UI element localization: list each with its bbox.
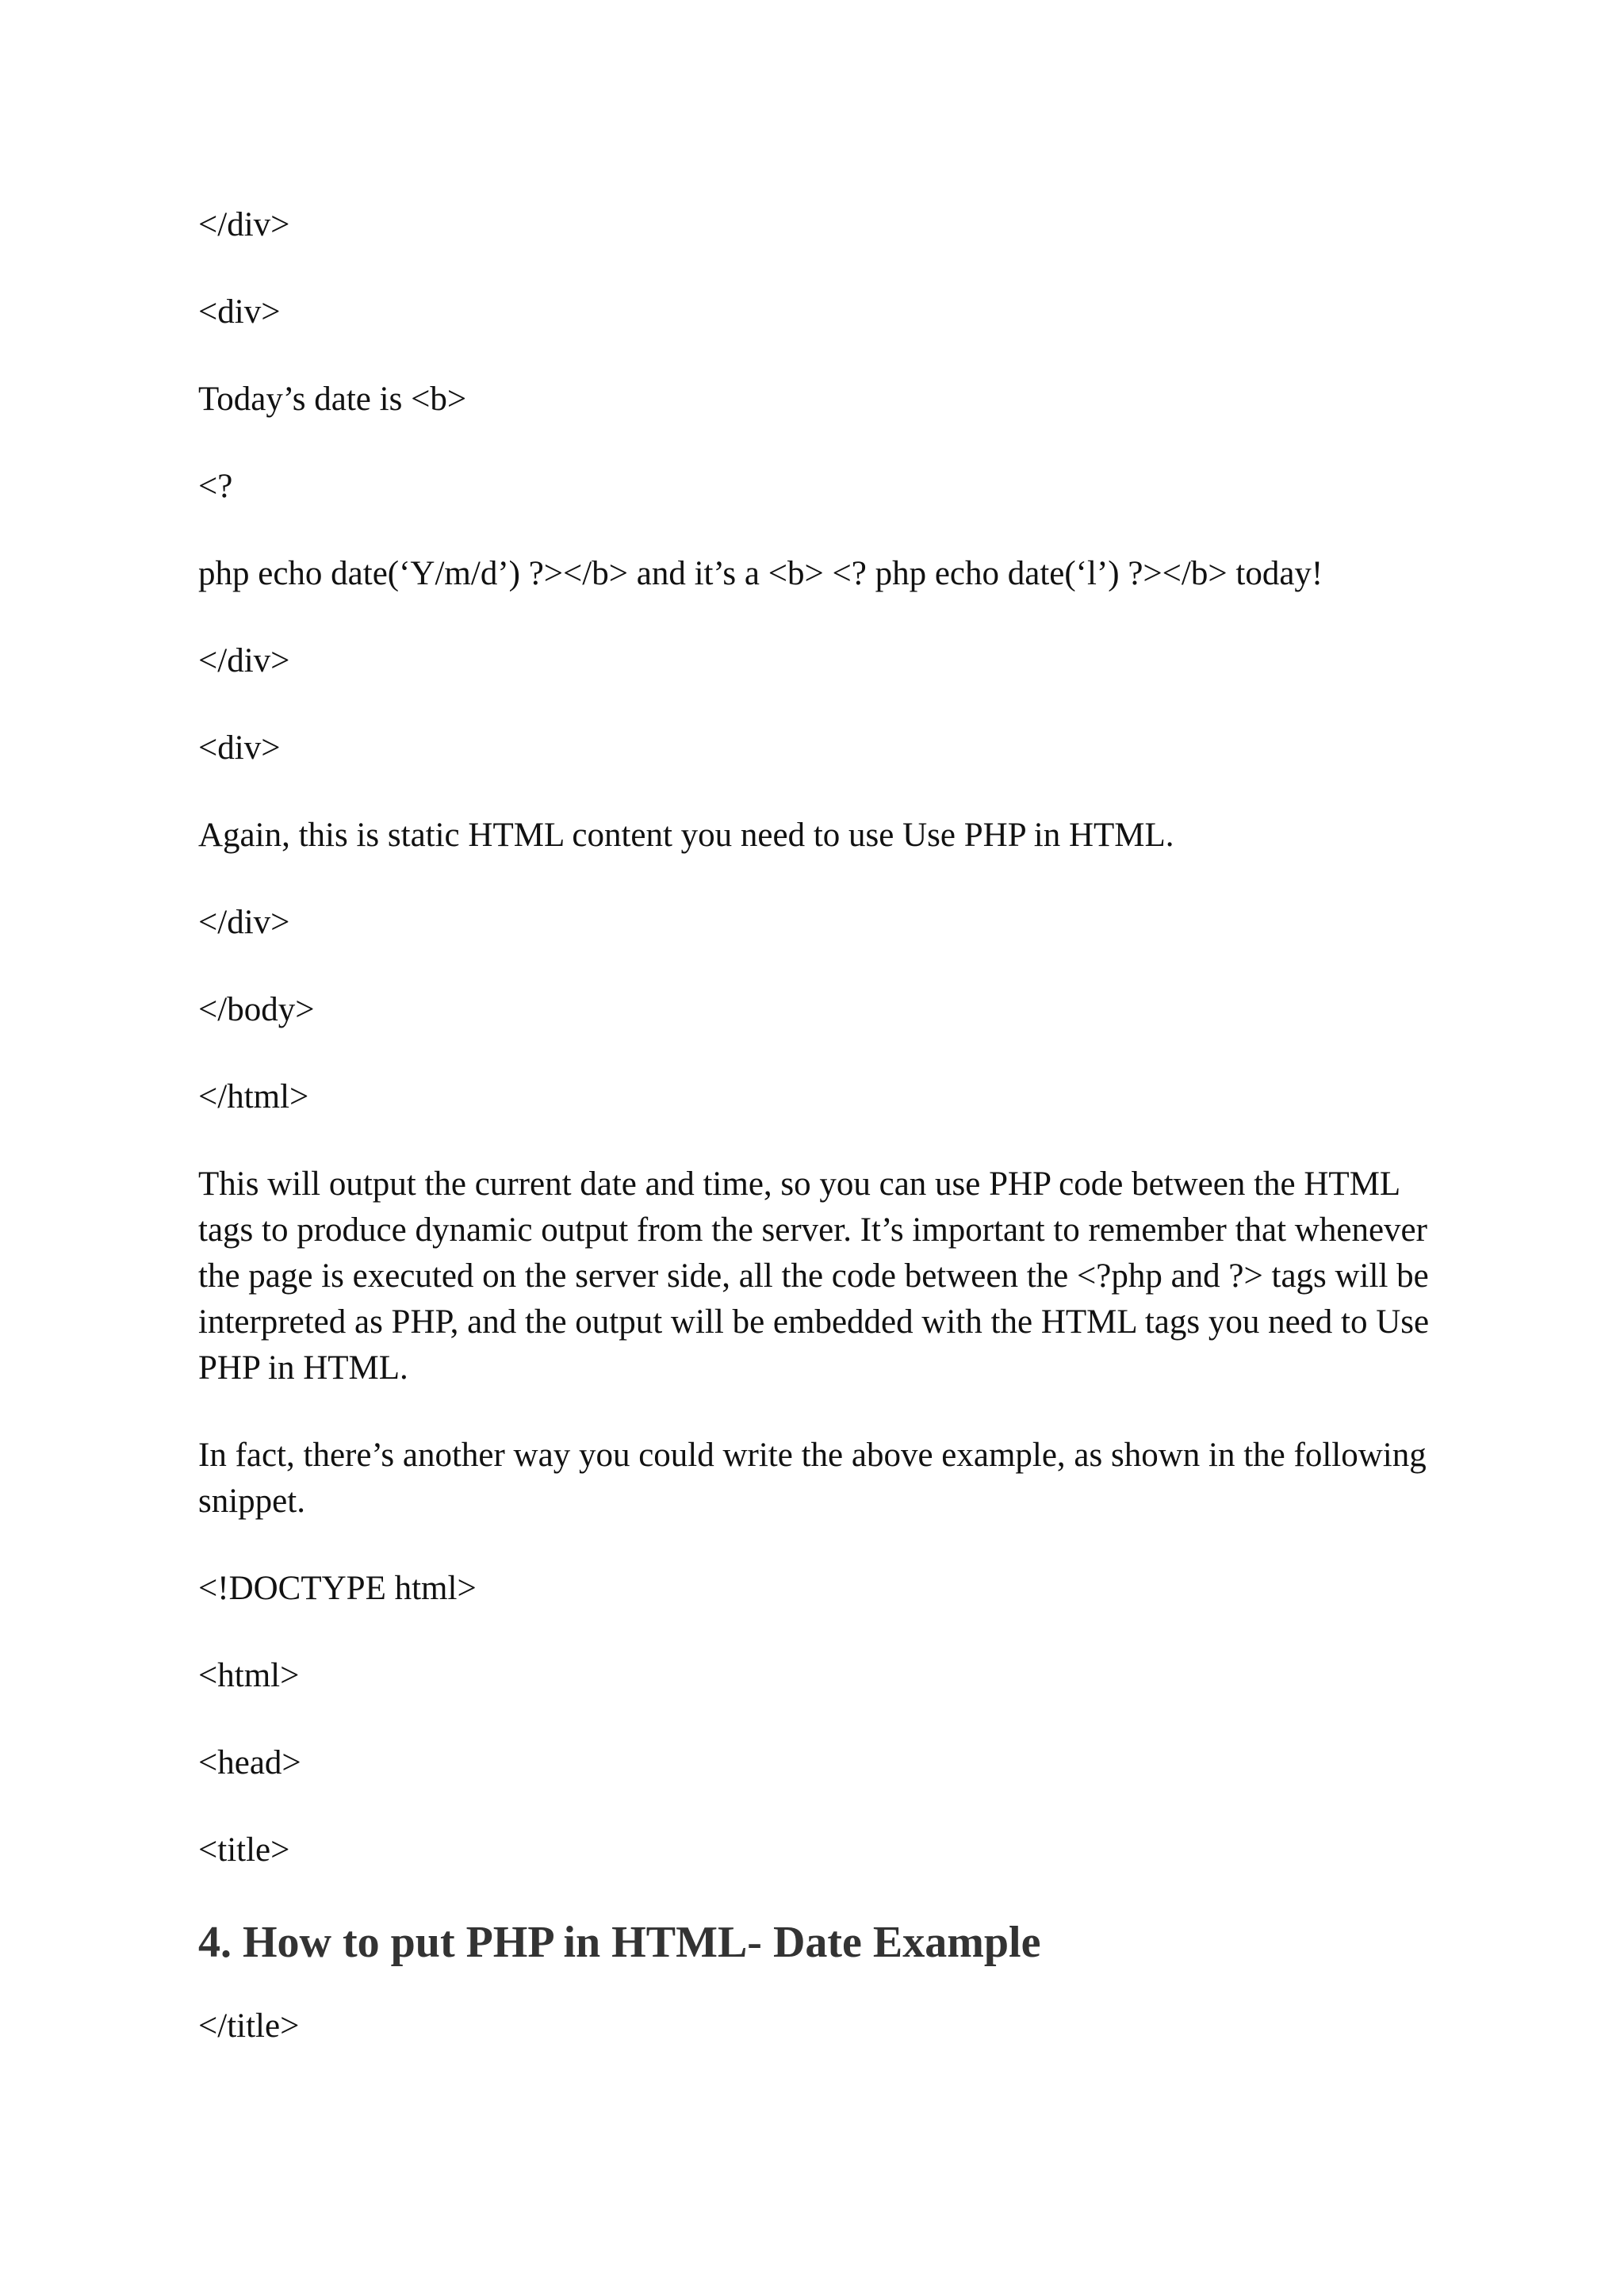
code-line: </body> xyxy=(198,991,315,1028)
code-line: Again, this is static HTML content you need to use Use PHP in HTML. xyxy=(198,817,1174,854)
document-content xyxy=(198,202,1459,2091)
body-paragraph: This will output the current date and time, so you can use PHP code between the HTML tags to produce dynamic output from the server. It’s important to remember that whenever the page is executed on the server side, all the code between the <?php and ?> tags will be interpreted as PHP, and the output will be embedded with the HTML tags you need to Use PHP in HTML. xyxy=(198,1165,1430,1387)
code-line: <div> xyxy=(198,293,281,331)
code-line: <div> xyxy=(198,729,281,767)
code-line: <title> xyxy=(198,1831,290,1869)
code-line: </title> xyxy=(198,2007,300,2045)
body-paragraph: In fact, there’s another way you could write the above example, as shown in the following snippet. xyxy=(198,1437,1427,1520)
code-line: <? xyxy=(198,468,233,505)
code-line: </div> xyxy=(198,642,290,679)
code-line: </div> xyxy=(198,904,290,941)
code-line: <head> xyxy=(198,1744,301,1781)
section-heading: 4. How to put PHP in HTML- Date Example xyxy=(198,1918,1041,1967)
code-line: Today’s date is <b> xyxy=(198,381,467,418)
code-line: <!DOCTYPE html> xyxy=(198,1570,477,1607)
code-line: </div> xyxy=(198,206,290,243)
code-line: php echo date(‘Y/m/d’) ?></b> and it’s a <b> <? php echo date(‘l’) ?></b> today! xyxy=(198,555,1323,592)
code-line: </html> xyxy=(198,1078,309,1115)
code-line: <html> xyxy=(198,1657,300,1694)
